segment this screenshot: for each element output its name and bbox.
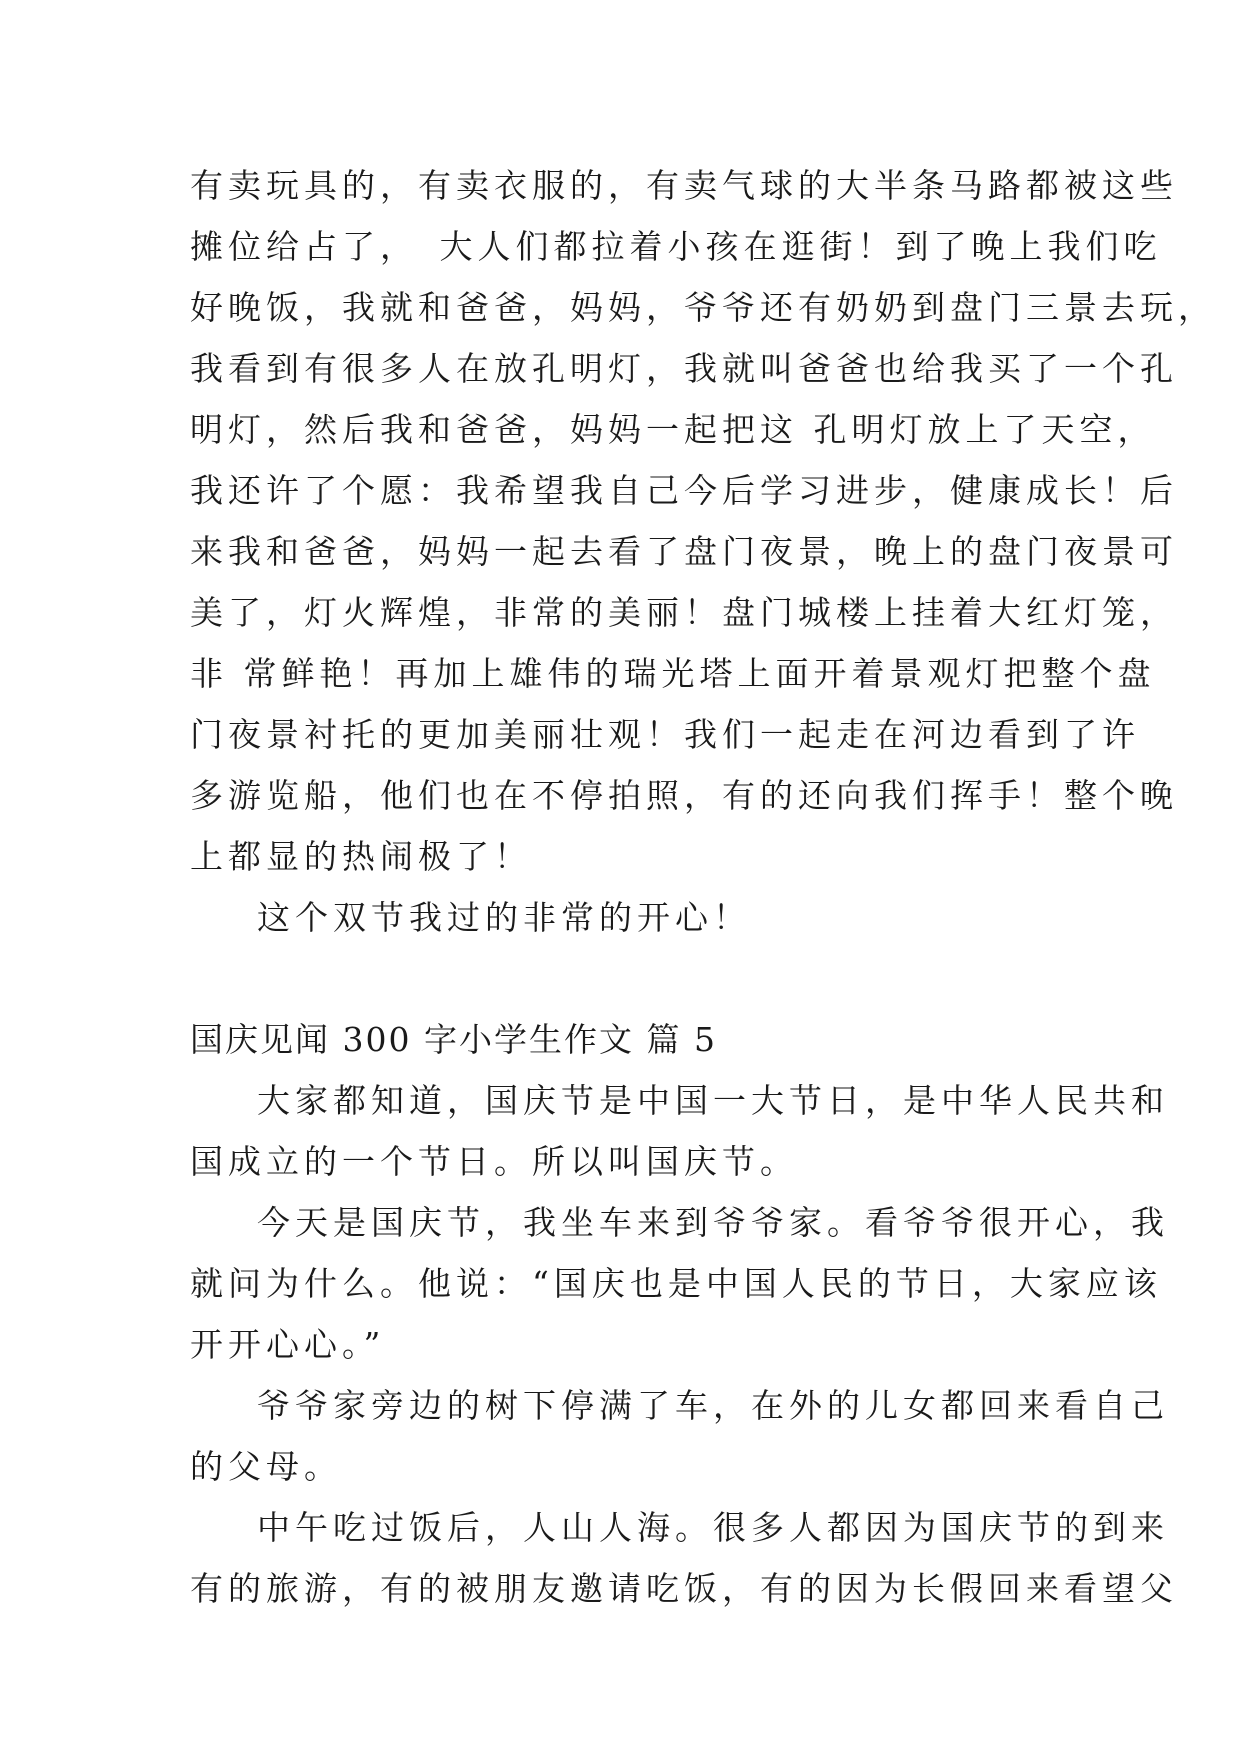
text-line: 门夜景衬托的更加美丽壮观！我们一起走在河边看到了许 — [190, 715, 1140, 754]
text-line: 我还许了个愿：我希望我自己今后学习进步，健康成长！后 — [190, 471, 1178, 510]
text-line: 的父母。 — [190, 1447, 342, 1486]
text-line: 上都显的热闹极了！ — [190, 837, 532, 876]
text-line: 摊位给占了， 大人们都拉着小孩在逛街！到了晚上我们吃 — [190, 227, 1162, 266]
text-line: 来我和爸爸，妈妈一起去看了盘门夜景，晚上的盘门夜景可 — [190, 532, 1178, 571]
section-title: 国庆见闻 300 字小学生作文 篇 5 — [190, 1020, 717, 1059]
text-line: 非 常鲜艳！再加上雄伟的瑞光塔上面开着景观灯把整个盘 — [190, 654, 1156, 693]
text-line: 中午吃过饭后，人山人海。很多人都因为国庆节的到来 — [257, 1508, 1169, 1547]
text-line: 国成立的一个节日。所以叫国庆节。 — [190, 1142, 798, 1181]
text-line: 我看到有很多人在放孔明灯，我就叫爸爸也给我买了一个孔 — [190, 349, 1178, 388]
text-line: 有卖玩具的，有卖衣服的，有卖气球的大半条马路都被这些 — [190, 166, 1178, 205]
text-line: 大家都知道，国庆节是中国一大节日，是中华人民共和 — [257, 1081, 1169, 1120]
text-line: 爷爷家旁边的树下停满了车，在外的儿女都回来看自己 — [257, 1386, 1169, 1425]
text-line: 好晚饭，我就和爸爸，妈妈，爷爷还有奶奶到盘门三景去玩， — [190, 288, 1216, 327]
text-line: 美了，灯火辉煌，非常的美丽！盘门城楼上挂着大红灯笼， — [190, 593, 1178, 632]
text-line: 有的旅游，有的被朋友邀请吃饭，有的因为长假回来看望父 — [190, 1569, 1178, 1608]
text-line: 明灯，然后我和爸爸，妈妈一起把这 孔明灯放上了天空， — [190, 410, 1156, 449]
text-line: 今天是国庆节，我坐车来到爷爷家。看爷爷很开心，我 — [257, 1203, 1169, 1242]
text-line: 多游览船，他们也在不停拍照，有的还向我们挥手！整个晚 — [190, 776, 1178, 815]
text-line: 就问为什么。他说：“国庆也是中国人民的节日，大家应该 — [190, 1264, 1162, 1303]
text-line: 开开心心。” — [190, 1325, 386, 1364]
closing-line: 这个双节我过的非常的开心！ — [257, 898, 751, 937]
